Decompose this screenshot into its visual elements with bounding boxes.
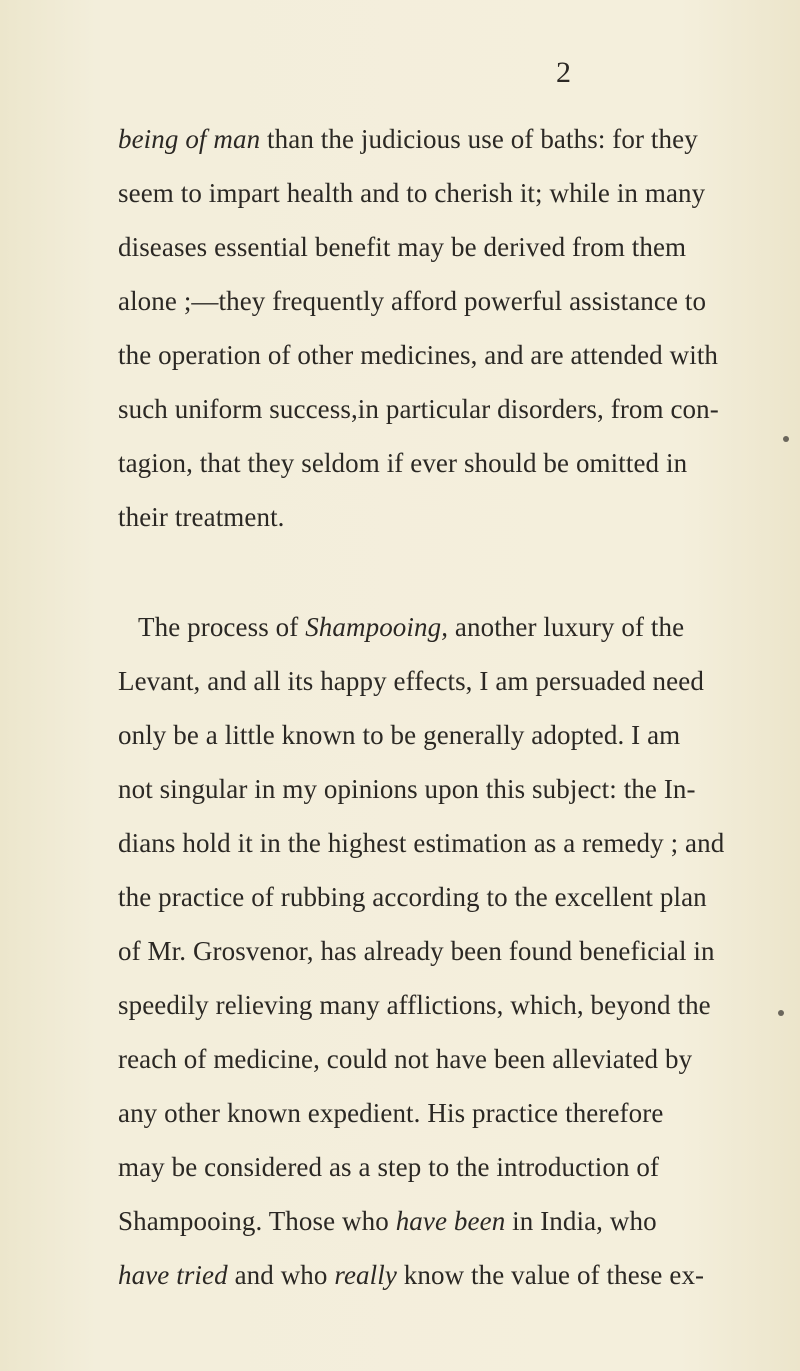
text-line: dians hold it in the highest estimation as a remedy ; and	[118, 828, 725, 858]
text-line: the operation of other medicines, and are attended with	[118, 340, 719, 370]
text-line: their treatment.	[118, 502, 285, 532]
text-line: of Mr. Grosvenor, has already been found beneficial in	[118, 936, 715, 966]
italic-phrase: have tried	[118, 1260, 228, 1290]
italic-phrase: have been	[395, 1206, 506, 1236]
text-line	[118, 1194, 790, 1248]
body-text	[118, 112, 790, 1302]
line-text: than the judicious use of baths: for they	[260, 124, 698, 154]
text-line: not singular in my opinions upon this subject: the In-	[118, 774, 696, 804]
text-line: reach of medicine, could not have been alleviated by	[118, 1044, 693, 1074]
text-line	[118, 1248, 790, 1302]
text-line: diseases essential benefit may be derived from them	[118, 232, 687, 262]
line-text: Shampooing. Those who	[118, 1206, 396, 1236]
italic-phrase: being of man	[118, 124, 261, 154]
margin-speck	[783, 436, 789, 442]
text-line	[118, 112, 790, 166]
line-text: another luxury of the	[448, 612, 685, 642]
text-line: alone ;—they frequently afford powerful assistance to	[118, 286, 707, 316]
line-text: know the value of these ex-	[396, 1260, 705, 1290]
text-line: only be a little known to be generally adopted. I am	[118, 720, 681, 750]
line-text: in India, who	[505, 1206, 657, 1236]
italic-phrase: really	[334, 1260, 397, 1290]
text-line: the practice of rubbing according to the excellent plan	[118, 882, 707, 912]
text-line: speedily relieving many afflictions, which, beyond the	[118, 990, 711, 1020]
line-text: The process of	[138, 612, 306, 642]
text-line: any other known expedient. His practice therefore	[118, 1098, 664, 1128]
paragraph-gap	[118, 544, 790, 600]
text-line: seem to impart health and to cherish it; while in many	[118, 178, 706, 208]
italic-phrase: Shampooing,	[305, 612, 449, 642]
text-line: tagion, that they seldom if ever should be omitted in	[118, 448, 688, 478]
text-line: may be considered as a step to the introduction of	[118, 1152, 660, 1182]
text-line: Levant, and all its happy effects, I am persuaded need	[118, 666, 704, 696]
margin-speck	[778, 1010, 784, 1016]
line-text: and who	[227, 1260, 335, 1290]
page-number: 2	[556, 56, 571, 89]
text-line: such uniform success,in particular disorders, from con-	[118, 394, 719, 424]
text-line	[118, 600, 790, 654]
